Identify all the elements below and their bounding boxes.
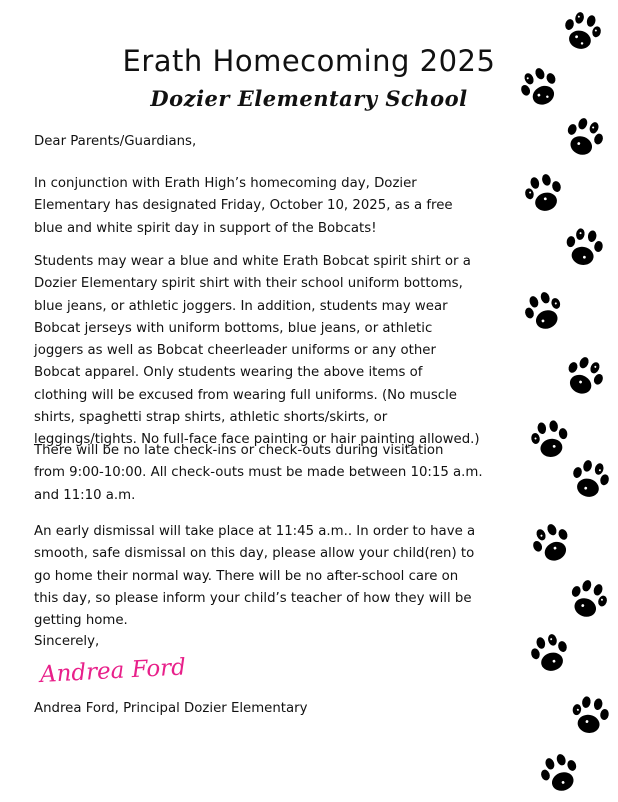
text-line: this day, so please inform your child’s teacher of how they will be	[34, 590, 472, 606]
greeting: Dear Parents/Guardians,	[34, 134, 197, 149]
text-line: blue jeans, or athletic joggers. In addition, students may wear	[34, 298, 448, 314]
paragraph-1	[34, 173, 453, 240]
paw-print-icon	[563, 453, 617, 507]
paw-print-icon	[525, 415, 576, 466]
paw-print-icon	[556, 110, 612, 166]
paw-print-icon	[560, 572, 616, 628]
text-line: An early dismissal will take place at 11:45 a.m.. In order to have a	[34, 524, 476, 539]
school-name: Dozier Elementary School	[150, 86, 468, 111]
text-line: There will be no late check-ins or check-outs during visitation	[34, 443, 444, 458]
text-line: and 11:10 a.m.	[34, 487, 136, 503]
text-line: In conjunction with Erath High’s homecoming day, Dozier	[34, 176, 417, 191]
paw-print-icon	[523, 627, 577, 681]
page-title: Erath Homecoming 2025	[122, 44, 496, 78]
text-line: Dozier Elementary spirit shirt with their school uniform bottoms,	[34, 276, 463, 292]
text-line: shirts, spaghetti strap shirts, athletic shorts/skirts, or	[34, 410, 388, 426]
text-line: smooth, safe dismissal on this day, please allow your child(ren) to	[34, 546, 475, 562]
text-line: leggings/tights. No full-face face painting or hair painting allowed.)	[34, 432, 480, 448]
closing: Sincerely,	[34, 634, 100, 649]
signature: Andrea Ford	[39, 654, 187, 688]
text-line: blue and white spirit day in support of the Bobcats!	[34, 220, 377, 236]
paragraph-3	[34, 440, 483, 507]
paw-print-icon	[517, 167, 571, 221]
paw-print-icon	[559, 223, 610, 274]
text-line: Bobcat apparel. Only students wearing the above items of	[34, 365, 423, 381]
text-line: clothing will be excused from wearing full uniforms. (No muscle	[34, 387, 457, 403]
text-line: Elementary has designated Friday, October 10, 2025, as a free	[34, 198, 453, 214]
text-line: Students may wear a blue and white Erath Bobcat spirit shirt or a	[34, 254, 471, 269]
text-line: joggers as well as Bobcat cheerleader uniforms or any other	[34, 343, 436, 359]
paragraph-2	[34, 251, 480, 452]
text-line: getting home.	[34, 613, 128, 629]
paw-print-icon	[532, 746, 588, 802]
paw-print-icon	[555, 348, 613, 406]
paw-print-icon	[516, 284, 572, 340]
paw-print-icon	[523, 515, 581, 573]
text-line: Bobcat jerseys with uniform bottoms, blue jeans, or athletic	[34, 320, 433, 336]
paw-print-icon	[565, 691, 616, 742]
signer-name: Andrea Ford, Principal Dozier Elementary	[34, 701, 308, 716]
paragraph-4	[34, 521, 475, 632]
text-line: go home their normal way. There will be no after-school care on	[34, 568, 459, 584]
text-line: from 9:00-10:00. All check-outs must be made between 10:15 a.m.	[34, 465, 483, 481]
